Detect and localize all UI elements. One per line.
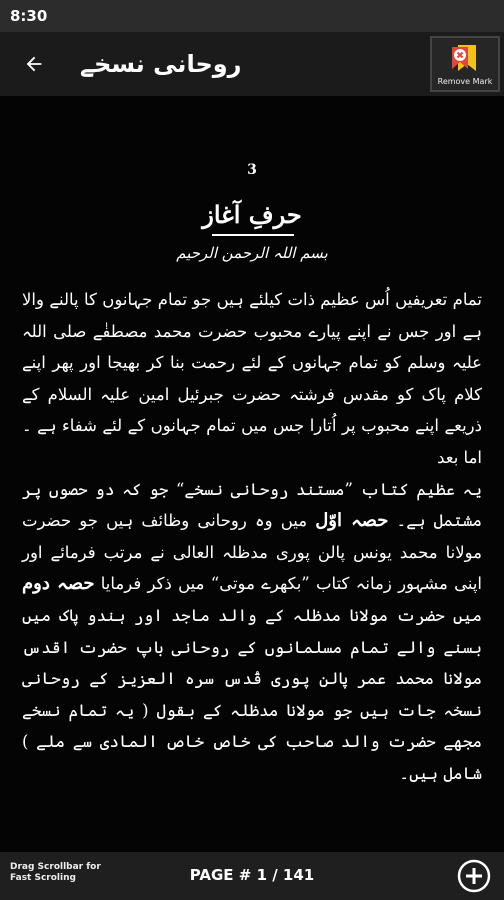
page-number: 3 xyxy=(247,162,257,178)
back-button[interactable] xyxy=(22,52,46,76)
plus-circle-icon xyxy=(456,858,492,894)
remove-mark-button[interactable] xyxy=(430,36,500,92)
paragraph-2 xyxy=(22,474,482,790)
drag-scrollbar-hint: Drag Scrollbar for Fast Scroling xyxy=(10,862,101,883)
paragraph-2-bold-2: حصہ دوم xyxy=(22,573,95,595)
paragraph-2-part-1: یہ عظیم کتاب ”مستند روحانی نسخے“ جو کہ دو حصوں پر مشتمل ہے۔ xyxy=(22,479,483,531)
app-title: روحانی نسخے xyxy=(80,50,242,78)
footer-bar xyxy=(0,852,504,900)
arrow-left-icon xyxy=(23,53,45,75)
paragraph-1: تمام تعریفیں اُس عظیم ذات کیلئے ہیں جو تمام جہانوں کا پالنے والا ہے اور جس نے اپنے پیارے محبوب حضرت محمد مصطفٰے صلی اللہ علیہ وسلم کو تمام جہانوں کے لئے رحمت بنا کر بھیجا اور پھر اپنے کلام پاک کو مقدس فرشتہ حضرت جبرئیل امین علیہ السلام کے ذریعے اپنے محبوب پر اُتارا جس میں تمام جہانوں کے لئے شفاء ہے ۔ اما بعد xyxy=(22,290,482,467)
app-bar xyxy=(0,32,504,96)
bismillah-calligraphy: بسم اللہ الرحمن الرحیم xyxy=(176,244,328,262)
heading-underline xyxy=(212,234,294,236)
add-button[interactable] xyxy=(456,858,492,894)
status-bar xyxy=(0,0,504,32)
book-page[interactable] xyxy=(0,96,504,852)
page-body xyxy=(22,284,482,790)
remove-mark-label: Remove Mark xyxy=(437,77,493,86)
paragraph-2-bold-1: حصہ اوّل xyxy=(315,510,389,532)
page-indicator: PAGE # 1 / 141 xyxy=(189,866,315,884)
bookmark-remove-icon xyxy=(448,41,482,75)
page-heading: حرفِ آغاز xyxy=(202,200,302,229)
paragraph-2-part-2: میں وہ روحانی وظائف ہیں جو حضرت مولانا محمد یونس پالن پوری مدظلہ العالی نے مرتب فرمائے اور اپنی مشہور زمانہ کتاب ”بکھرے موتی“ میں ذکر فرمایا xyxy=(22,511,482,594)
status-time: 8:30 xyxy=(10,7,48,25)
paragraph-2-part-3: میں حضرت مولانا مدظلہ کے والد ماجد اور ہندو پاک میں بسنے والے تمام مسلمانوں کے روحانی باپ حضرت اقدس مولانا محمد عمر پالن پوری قُدس سرہ العزیز کے روحانی نسخہ جات ہیں جو مولانا مدظلہ کے بقول ( یہ تمام نسخے مجھے حضرت والد صاحب کی خاص خاص المادی سے ملے ) شامل ہیں۔ xyxy=(22,605,482,783)
